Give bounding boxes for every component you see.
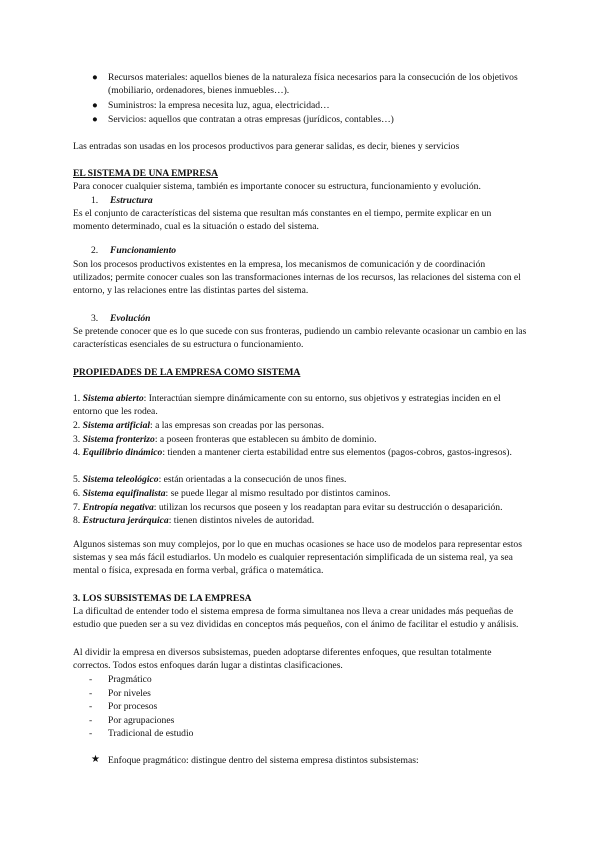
section-heading-sistema: EL SISTEMA DE UNA EMPRESA	[73, 168, 219, 179]
propiedad-term: Equilibrio dinámico	[82, 447, 163, 458]
entradas-paragraph: Las entradas son usadas en los procesos productivos para generar salidas, es decir, bienes y servicios	[73, 141, 460, 152]
propiedad-term: Sistema artificial	[82, 420, 151, 431]
item-number: 2.	[73, 420, 81, 431]
item-number: 2.	[91, 245, 99, 256]
propiedad-item	[73, 487, 527, 500]
list-item: Por procesos	[108, 701, 158, 712]
sistema-intro: Para conocer cualquier sistema, también es importante conocer su estructura, funcionamiento y evolución.	[73, 181, 481, 192]
subheading-evolucion: Evolución	[110, 313, 151, 324]
star-icon: ★	[91, 754, 100, 765]
item-number: 7.	[73, 502, 81, 513]
propiedad-text: : están orientadas a la consecución de unos fines.	[158, 474, 347, 485]
list-item: Por agrupaciones	[108, 715, 175, 726]
dash-icon: -	[89, 688, 93, 699]
item-number: 3.	[73, 434, 81, 445]
propiedad-item	[73, 419, 527, 432]
propiedad-term: Sistema teleológico	[82, 474, 159, 485]
bullet-icon: ●	[92, 72, 98, 83]
propiedad-item	[73, 446, 527, 459]
section-heading-propiedades: PROPIEDADES DE LA EMPRESA COMO SISTEMA	[73, 367, 301, 378]
item-number: 1.	[91, 195, 99, 206]
list-item: Por niveles	[108, 688, 151, 699]
propiedad-item	[73, 473, 527, 486]
bullet-icon: ●	[92, 114, 98, 125]
subheading-funcionamiento: Funcionamiento	[110, 245, 177, 256]
dash-icon: -	[89, 728, 93, 739]
bullet-item-suministros: Suministros: la empresa necesita luz, agua, electricidad…	[108, 100, 330, 111]
dash-icon: -	[89, 701, 93, 712]
propiedad-term: Sistema equifinalista	[82, 488, 166, 499]
dash-icon: -	[89, 674, 93, 685]
propiedad-term: Estructura jerárquica	[82, 515, 169, 526]
enfoque-pragmatico-text: Enfoque pragmático: distingue dentro del sistema empresa distintos subsistemas:	[108, 755, 419, 766]
bullet-item-servicios: Servicios: aquellos que contratan a otras empresas (jurídicos, contables…)	[108, 114, 394, 125]
item-number: 6.	[73, 488, 81, 499]
item-number: 5.	[73, 474, 81, 485]
list-item: Pragmático	[108, 674, 152, 685]
list-item: Tradicional de estudio	[108, 728, 194, 739]
propiedad-text: : se puede llegar al mismo resultado por distintos caminos.	[165, 488, 391, 499]
propiedad-item	[73, 514, 527, 527]
propiedad-text: : utilizan los recursos que poseen y los readaptan para evitar su destrucción o desaparición.	[153, 502, 503, 513]
propiedad-text: : Interactúan siempre dinámicamente con su entorno, sus objetivos y estrategias inciden en el entorno que les rodea.	[73, 393, 501, 417]
item-number: 3.	[91, 313, 99, 324]
bullet-icon: ●	[92, 100, 98, 111]
propiedad-item	[73, 501, 527, 514]
propiedad-term: Sistema fronterizo	[82, 434, 155, 445]
propiedad-item	[73, 433, 527, 446]
evolucion-text: Se pretende conocer que es lo que sucede con sus fronteras, pudiendo un cambio relevante ocasionar un cambio en las características esenciales de su estructura o funcionamiento.	[73, 326, 527, 350]
estructura-text: Es el conjunto de características del sistema que resultan más constantes en el tiempo, permite explicar en un momento determinado, cual es la situación o estado del sistema.	[73, 208, 492, 232]
propiedad-term: Entropía negativa	[82, 502, 154, 513]
subsistemas-paragraph-2: Al dividir la empresa en diversos subsistemas, pueden adoptarse diferentes enfoques, que resultan totalmente correctos. Todos estos enfoques darán lugar a distintas clasificaciones.	[73, 647, 492, 671]
propiedad-text: : a las empresas son creadas por las personas.	[150, 420, 325, 431]
modelos-paragraph: Algunos sistemas son muy complejos, por lo que en muchas ocasiones se hace uso de modelos para representar estos sistemas y sea más fácil estudiarlos. Un modelo es cualquier representación simplificada de un sistema real, ya sea mental o física, expresada en forma verbal, gráfica o matemática.	[73, 539, 522, 576]
dash-icon: -	[89, 715, 93, 726]
section-heading-subsistemas: 3. LOS SUBSISTEMAS DE LA EMPRESA	[73, 593, 252, 604]
propiedad-term: Sistema abierto	[82, 393, 144, 404]
propiedad-text: : tienden a mantener cierta estabilidad entre sus elementos (pagos-cobros, gastos-ingresos).	[162, 447, 512, 458]
propiedad-item	[73, 392, 527, 418]
funcionamiento-text: Son los procesos productivos existentes en la empresa, los mecanismos de comunicación y de coordinación utilizados; permite conocer cuales son las transformaciones internas de los recursos, las relaciones del sistema con el entorno, y las relaciones entre las distintas partes del sistema.	[73, 259, 521, 296]
item-number: 4.	[73, 447, 81, 458]
bullet-item-materiales: Recursos materiales: aquellos bienes de la naturaleza física necesarios para la consecución de los objetivos (mobiliario, ordenadores, bienes inmuebles…).	[108, 72, 518, 96]
subheading-estructura: Estructura	[110, 195, 153, 206]
propiedad-text: : a poseen fronteras que establecen su ámbito de dominio.	[154, 434, 377, 445]
item-number: 1.	[73, 393, 81, 404]
subsistemas-paragraph-1: La dificultad de entender todo el sistema empresa de forma simultanea nos lleva a crear unidades más pequeñas de estudio que pueden ser a su vez divididas en conceptos más pequeños, con el ánimo de facilitar el estudio y análisis.	[73, 606, 519, 630]
item-number: 8.	[73, 515, 81, 526]
propiedad-text: : tienen distintos niveles de autoridad.	[168, 515, 315, 526]
